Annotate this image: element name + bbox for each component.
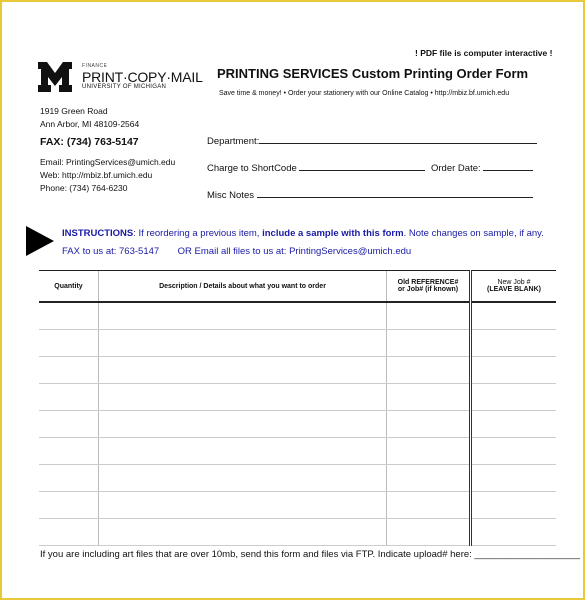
description-cell[interactable]: [99, 519, 387, 546]
new-job-cell[interactable]: [471, 411, 557, 438]
instructions-bold: include a sample with this form: [262, 228, 404, 239]
arrow-right-icon: [26, 226, 54, 256]
description-cell[interactable]: [99, 438, 387, 465]
description-cell[interactable]: [99, 465, 387, 492]
new-job-cell[interactable]: [471, 302, 557, 330]
quantity-cell[interactable]: [39, 411, 99, 438]
page-title: PRINTING SERVICES Custom Printing Order Form: [217, 66, 529, 81]
quantity-cell[interactable]: [39, 438, 99, 465]
address-line-1: 1919 Green Road: [40, 106, 108, 116]
department-field[interactable]: [207, 134, 537, 147]
address-line-2: Ann Arbor, MI 48109-2564: [40, 119, 140, 129]
department-label: Department:: [207, 136, 260, 147]
old-reference-cell[interactable]: [387, 330, 471, 357]
order-table: [39, 270, 556, 546]
shortcode-input-line[interactable]: [299, 161, 425, 171]
contact-phone: Phone: (734) 764-6230: [40, 183, 128, 193]
instructions-text-2: . Note changes on sample, if any.: [403, 228, 544, 239]
order-date-label: Order Date:: [431, 163, 481, 174]
old-reference-cell[interactable]: [387, 465, 471, 492]
new-job-cell[interactable]: [471, 492, 557, 519]
misc-notes-input-line[interactable]: [257, 188, 533, 198]
department-input-line[interactable]: [259, 134, 537, 144]
new-job-cell[interactable]: [471, 465, 557, 492]
new-job-cell[interactable]: [471, 384, 557, 411]
quantity-cell[interactable]: [39, 492, 99, 519]
new-job-cell[interactable]: [471, 330, 557, 357]
instructions-fax: FAX to us at: 763-5147: [62, 246, 160, 257]
order-table-header: [39, 271, 556, 303]
old-reference-cell[interactable]: [387, 411, 471, 438]
description-cell[interactable]: [99, 492, 387, 519]
table-row: [39, 302, 556, 330]
ftp-upload-note[interactable]: If you are including art files that are over 10mb, send this form and files via FTP. Indicate upload# here: ____________________: [40, 549, 581, 560]
order-date-field[interactable]: [431, 161, 533, 174]
misc-notes-field[interactable]: [207, 188, 533, 201]
shortcode-field[interactable]: [207, 161, 425, 174]
table-row: [39, 519, 556, 546]
description-cell[interactable]: [99, 302, 387, 330]
instructions-label: INSTRUCTIONS: [62, 228, 134, 239]
table-row: [39, 330, 556, 357]
misc-notes-label: Misc Notes: [207, 190, 254, 201]
logo-print-copy-mail: PRINT·COPY·MAIL: [82, 69, 203, 85]
quantity-cell[interactable]: [39, 357, 99, 384]
block-m-logo-icon: [38, 62, 72, 92]
pdf-interactive-note: ! PDF file is computer interactive !: [415, 48, 553, 58]
old-reference-cell[interactable]: [387, 438, 471, 465]
quantity-cell[interactable]: [39, 330, 99, 357]
table-row: [39, 465, 556, 492]
logo-finance-label: FINANCE: [82, 63, 108, 69]
header-old-reference: Old REFERENCE# or Job# (if known): [387, 271, 471, 303]
quantity-cell[interactable]: [39, 519, 99, 546]
header-new-job: New Job # (LEAVE BLANK): [471, 271, 557, 303]
quantity-cell[interactable]: [39, 465, 99, 492]
contact-web[interactable]: Web: http://mbiz.bf.umich.edu: [40, 170, 153, 180]
description-cell[interactable]: [99, 357, 387, 384]
table-row: [39, 384, 556, 411]
new-job-cell[interactable]: [471, 519, 557, 546]
table-row: [39, 492, 556, 519]
old-reference-cell[interactable]: [387, 302, 471, 330]
order-date-input-line[interactable]: [483, 161, 533, 171]
old-reference-cell[interactable]: [387, 492, 471, 519]
header-description: Description / Details about what you want to order: [99, 271, 387, 303]
table-row: [39, 357, 556, 384]
instructions-line-2: [62, 246, 411, 257]
shortcode-label: Charge to ShortCode: [207, 163, 297, 174]
instructions-line-1: [62, 228, 544, 239]
new-job-cell[interactable]: [471, 357, 557, 384]
instructions-text-1: : If reordering a previous item,: [133, 228, 263, 239]
new-job-cell[interactable]: [471, 438, 557, 465]
header-quantity: Quantity: [39, 271, 99, 303]
description-cell[interactable]: [99, 411, 387, 438]
old-reference-cell[interactable]: [387, 384, 471, 411]
order-table-body: [39, 302, 556, 546]
quantity-cell[interactable]: [39, 384, 99, 411]
contact-email[interactable]: Email: PrintingServices@umich.edu: [40, 157, 176, 167]
description-cell[interactable]: [99, 330, 387, 357]
page-subtitle: Save time & money! • Order your stationery with our Online Catalog • http://mbiz.bf.umich.edu: [219, 90, 510, 97]
description-cell[interactable]: [99, 384, 387, 411]
fax-number: FAX: (734) 763-5147: [40, 136, 139, 148]
table-row: [39, 411, 556, 438]
old-reference-cell[interactable]: [387, 519, 471, 546]
table-row: [39, 438, 556, 465]
quantity-cell[interactable]: [39, 302, 99, 330]
instructions-email[interactable]: OR Email all files to us at: PrintingServices@umich.edu: [177, 246, 412, 257]
old-reference-cell[interactable]: [387, 357, 471, 384]
logo-university: UNIVERSITY OF MICHIGAN: [82, 84, 167, 90]
